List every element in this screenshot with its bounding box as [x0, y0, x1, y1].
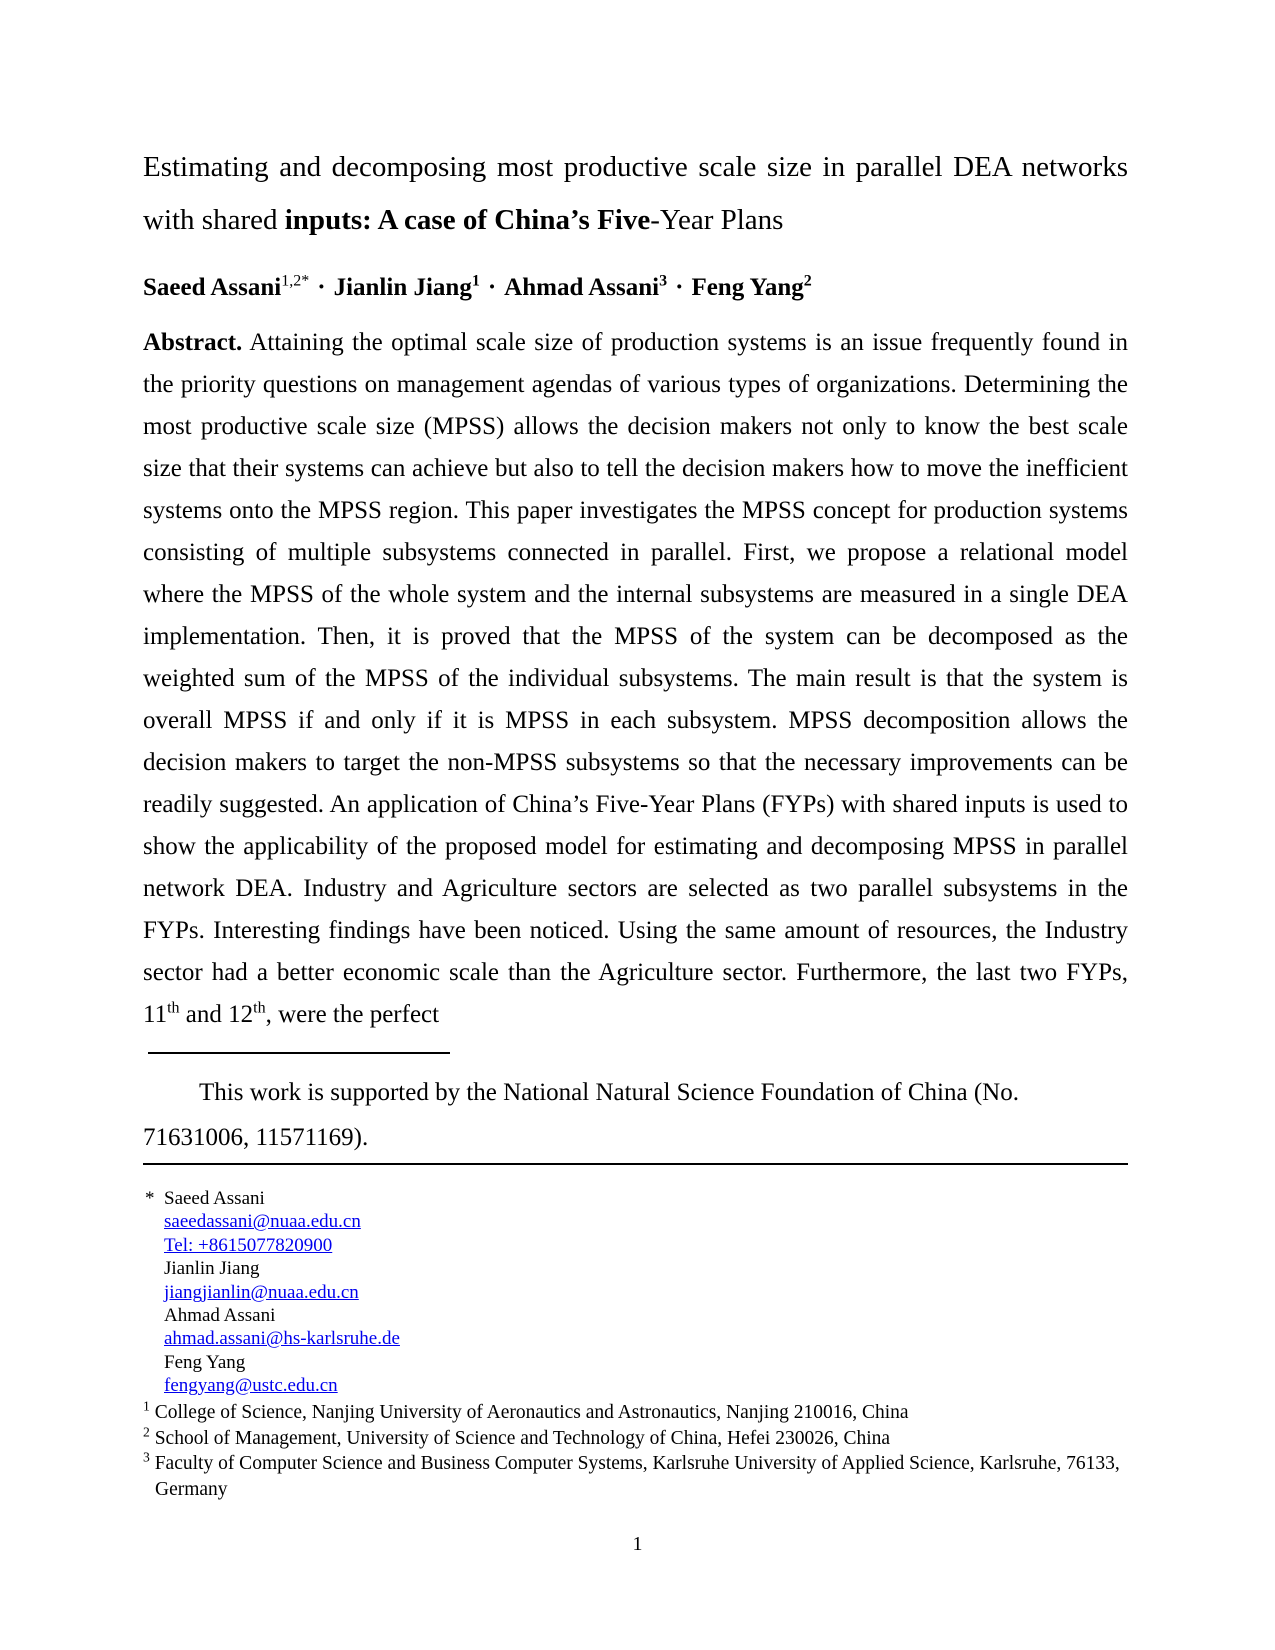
affiliation-text: College of Science, Nanjing University of Aeronautics and Astronautics, Nanjing 210016, China [154, 1402, 909, 1423]
email-link[interactable]: saeedassani@nuaa.edu.cn [164, 1211, 361, 1233]
author-superscript: 1 [471, 272, 480, 290]
contact-line [164, 1327, 1128, 1350]
footer-divider-rule [143, 1163, 1128, 1165]
email-link[interactable]: ahmad.assani@hs-karlsruhe.de [164, 1328, 400, 1350]
affiliation-item [143, 1400, 1128, 1426]
tel-link[interactable]: Tel: +8615077820900 [164, 1234, 333, 1256]
abstract-text: , were the perfect [265, 1001, 440, 1028]
authors-line [143, 272, 1128, 303]
author-superscript: 3 [659, 272, 668, 290]
contact-entry [143, 1304, 1128, 1351]
author-separator: · [487, 274, 497, 301]
title-segment: Estimating and decomposing most productive scale size in parallel DEA networks with shared [143, 151, 1128, 236]
contact-line [164, 1210, 1128, 1233]
paper-title [143, 141, 1128, 247]
affiliation-item [143, 1451, 1128, 1502]
contact-name: Saeed Assani [164, 1188, 265, 1209]
funding-note: This work is supported by the National Natural Science Foundation of China (No. 71631006, 11571169). [143, 1079, 1019, 1151]
page-number: 1 [632, 1533, 643, 1555]
email-link[interactable]: fengyang@ustc.edu.cn [164, 1375, 338, 1397]
affiliations-list [143, 1400, 1128, 1502]
abstract-paragraph [143, 322, 1128, 1036]
title-segment-bold: inputs: A case of China’s Five [284, 204, 651, 236]
footnote-separator-rule [148, 1052, 450, 1054]
contact-name: Ahmad Assani [164, 1305, 276, 1327]
author-name: Feng Yang [691, 274, 804, 301]
affiliation-item [143, 1426, 1128, 1452]
affiliation-number: 3 [143, 1449, 150, 1465]
author-superscript: 1,2* [281, 272, 310, 290]
affiliation-text: School of Management, University of Science and Technology of China, Hefei 230026, China [154, 1427, 891, 1449]
contact-line [164, 1374, 1128, 1397]
abstract-text: Attaining the optimal scale size of production systems is an issue frequently found in the priority questions on management agendas of various types of organizations. Determining the most productive scale size (MPSS) allows the decision makers not only to know the best scale size that their systems can achieve but also to tell the decision makers how to move the inefficient systems onto the MPSS region. This paper investigates the MPSS concept for production systems consisting of multiple subsystems connected in parallel. First, we propose a relational model where the MPSS of the whole system and the internal subsystems are measured in a single DEA implementation. Then, it is proved that the MPSS of the system can be decomposed as the weighted sum of the MPSS of the individual subsystems. The main result is that the system is overall MPSS if and only if it is MPSS in each subsystem. MPSS decomposition allows the decision makers to target the non-MPSS subsystems so that the necessary improvements can be readily suggested. An application of China’s Five-Year Plans (FYPs) with shared inputs is used to show the applicability of the proposed model for estimating and decomposing MPSS in parallel network DEA. Industry and Agriculture sectors are selected as two parallel subsystems in the FYPs. Interesting findings have been noticed. Using the same amount of resources, the Industry sector had a better economic scale than the Agriculture sector. Furthermore, the last two FYPs, 11 [143, 329, 1128, 1028]
abstract-label: Abstract. [143, 329, 243, 356]
ordinal-superscript: th [253, 999, 266, 1017]
contact-line [164, 1234, 1128, 1257]
abstract-text: and 12 [179, 1001, 254, 1028]
title-segment: -Year Plans [650, 204, 784, 236]
author-name: Saeed Assani [143, 274, 282, 301]
footnote-contacts [143, 1187, 1128, 1398]
affiliation-text: Faculty of Computer Science and Business Computer Systems, Karlsruhe University of Applied Science, Karlsruhe, 76133, Germany [154, 1453, 1120, 1500]
ordinal-superscript: th [167, 999, 180, 1017]
contact-entry [143, 1257, 1128, 1304]
affiliation-number: 2 [143, 1424, 150, 1439]
email-link[interactable]: jiangjianlin@nuaa.edu.cn [164, 1281, 359, 1303]
contact-name: Jianlin Jiang [164, 1258, 260, 1280]
author-name: Ahmad Assani [504, 274, 660, 301]
author-superscript: 2 [803, 272, 812, 290]
corresponding-author-marker: * [145, 1188, 155, 1209]
affiliation-number: 1 [143, 1398, 150, 1414]
author-name: Jianlin Jiang [333, 274, 472, 301]
author-separator: · [317, 274, 326, 301]
contact-line [164, 1281, 1128, 1304]
contact-name: Feng Yang [164, 1351, 246, 1373]
contact-entry [143, 1351, 1128, 1398]
contact-entry [143, 1187, 1128, 1257]
author-separator: · [675, 274, 684, 301]
